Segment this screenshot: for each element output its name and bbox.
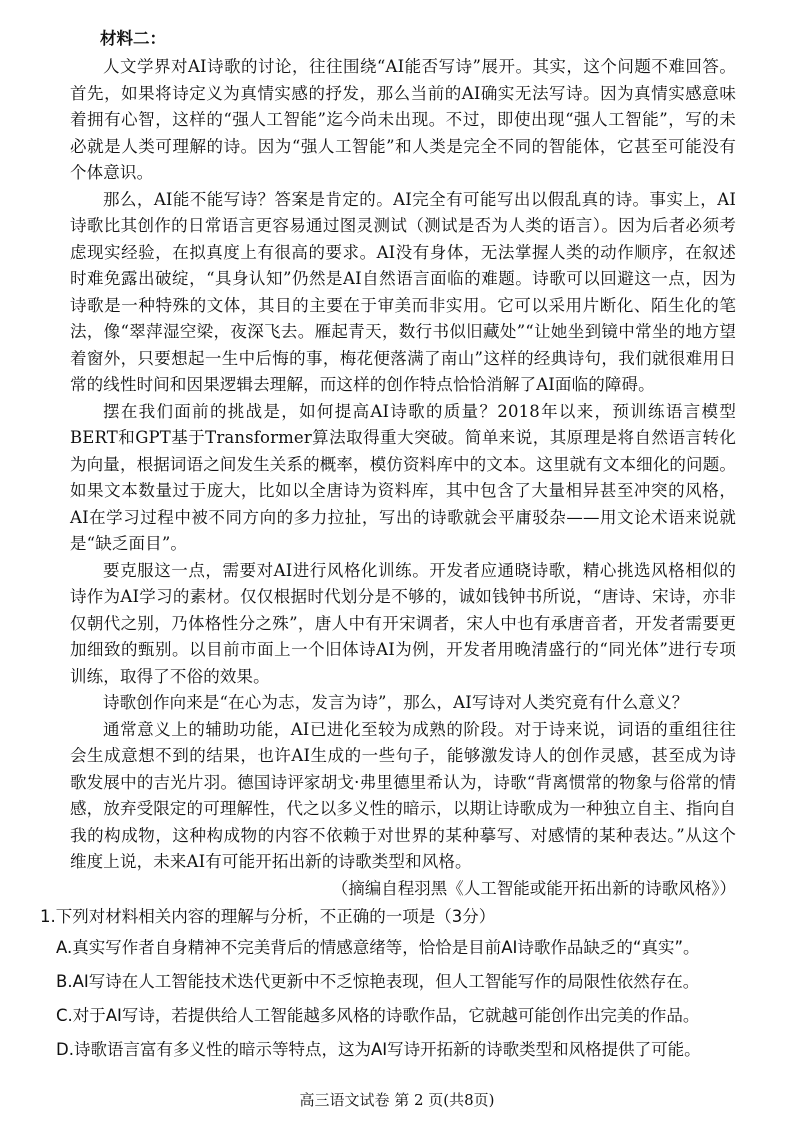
section-title: 材料二： [100,29,166,48]
question-stem: 1.下列对材料相关内容的理解与分析，不正确的一项是（3分） [40,906,496,926]
source-citation: （摘编自程羽黑《人工智能或能开拓出新的诗歌风格》） [331,878,736,898]
option-a: A.真实写作者自身精神不完美背后的情感意绪等，恰恰是目前AI诗歌作品缺乏的“真实”。 [56,937,700,957]
paragraph-5: 诗歌创作向来是“在心为志，发言为诗”，那么，AI写诗对人类究竟有什么意义？ [103,693,689,712]
paragraph-2: 那么，AI能不能写诗？答案是肯定的。AI完全有可能写出以假乱真的诗。事实上，AI诗歌比其创作的日常语言更容易通过图灵测试（测试是否为人类的语言）。因为后者必须考虑现实经验，在拟真度上有很高的要求。AI没有身体，无法掌握人类的动作顺序，在叙述时难免露出破绽，“具身认知”仍然是AI自然语言面临的难题。诗歌可以回避这一点，因为诗歌是一种特殊的文体，其目的主要在于审美而非实用。它可以采用片断化、陌生化的笔法，像“翠萍湿空梁，夜深飞去。雁起青天，数行书似旧藏处”“让她坐到镜中常坐的地方望着窗外，只要想起一生中后悔的事，梅花便落满了南山”这样的经典诗句，我们就很难用日常的线性时间和因果逻辑去理解，而这样的创作特点恰恰消解了AI面临的障碍。 [70,189,736,394]
option-d: D.诗歌语言富有多义性的暗示等特点，这为AI写诗开拓新的诗歌类型和风格提供了可能。 [56,1039,701,1059]
paragraph-1: 人文学界对AI诗歌的讨论，往往围绕“AI能否写诗”展开。其实，这个问题不难回答。首先，如果将诗定义为真情实感的抒发，那么当前的AI确实无法写诗。因为真情实感意味着拥有心智，这样的“强人工智能”迄今尚未出现。不过，即使出现“强人工智能”，写的未必就是人类可理解的诗。因为“强人工智能”和人类是完全不同的智能体，它甚至可能没有个体意识。 [70,57,736,182]
page-footer: 高三语文试卷 第 2 页(共8页) [299,1091,495,1109]
paragraph-3: 摆在我们面前的挑战是，如何提高AI诗歌的质量？2018年以来，预训练语言模型BERT和GPT基于Transformer算法取得重大突破。简单来说，其原理是将自然语言转化为向量，根据词语之间发生关系的概率，模仿资料库中的文本。这里就有文本细化的问题。如果文本数量过于庞大，比如以全唐诗为资料库，其中包含了大量相异甚至冲突的风格，AI在学习过程中被不同方向的多力拉扯，写出的诗歌就会平庸驳杂——用文论术语来说就是“缺乏面目”。 [70,401,736,553]
paragraph-6: 通常意义上的辅助功能，AI已进化至较为成熟的阶段。对于诗来说，词语的重组往往会生成意想不到的结果，也许AI生成的一些句子，能够激发诗人的创作灵感，甚至成为诗歌发展中的吉光片羽。德国诗评家胡戈·弗里德里希认为，诗歌“背离惯常的物象与俗常的情感，放弃受限定的可理解性，代之以多义性的暗示，以期让诗歌成为一种独立自主、指向自我的构成物，这种构成物的内容不依赖于对世界的某种摹写、对感情的某种表达。”从这个维度上说，未来AI有可能开拓出新的诗歌类型和风格。 [70,719,736,871]
option-c: C.对于AI写诗，若提供给人工智能越多风格的诗歌作品，它就越可能创作出完美的作品。 [56,1005,700,1025]
option-b: B.AI写诗在人工智能技术迭代更新中不乏惊艳表现，但人工智能写作的局限性依然存在。 [56,971,700,991]
paragraph-4: 要克服这一点，需要对AI进行风格化训练。开发者应通晓诗歌，精心挑选风格相似的诗作为AI学习的素材。仅仅根据时代划分是不够的，诚如钱钟书所说，“唐诗、宋诗，亦非仅朝代之别，乃体格性分之殊”，唐人中有开宋调者，宋人中也有承唐音者，开发者需要更加细致的甄别。以目前市面上一个旧体诗AI为例，开发者用晚清盛行的“同光体”进行专项训练，取得了不俗的效果。 [70,560,736,686]
